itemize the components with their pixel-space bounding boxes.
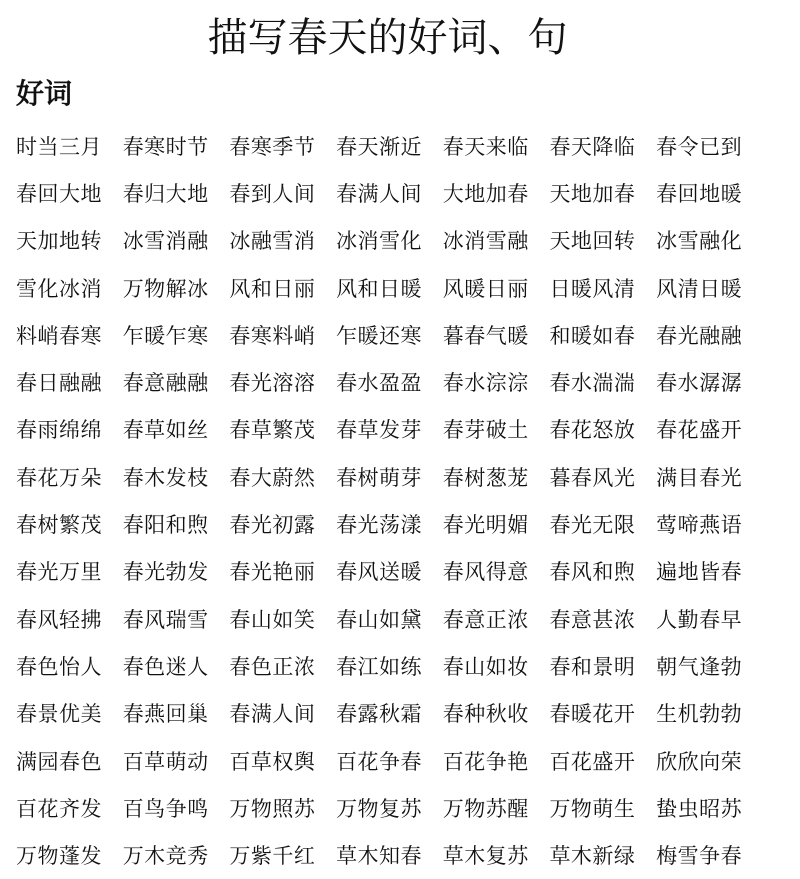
word-cell: 大地加春 bbox=[442, 181, 529, 206]
word-cell: 春芽破土 bbox=[442, 418, 529, 443]
word-cell: 天地加春 bbox=[549, 181, 636, 206]
word-cell: 蛰虫昭苏 bbox=[656, 796, 743, 821]
word-cell: 百草萌动 bbox=[122, 749, 209, 774]
word-cell: 料峭春寒 bbox=[16, 323, 102, 348]
word-cell: 万紫千红 bbox=[229, 844, 316, 869]
word-cell: 遍地皆春 bbox=[656, 560, 743, 585]
word-cell: 春令已到 bbox=[656, 134, 743, 159]
word-cell: 春光艳丽 bbox=[229, 560, 316, 585]
word-row bbox=[16, 264, 786, 311]
word-cell: 春花怒放 bbox=[549, 418, 636, 443]
word-cell: 春阳和煦 bbox=[122, 513, 209, 538]
word-cell: 生机勃勃 bbox=[656, 702, 743, 727]
word-cell: 万物蓬发 bbox=[16, 844, 102, 869]
word-cell: 春光溶溶 bbox=[229, 371, 316, 396]
word-cell: 春山如笑 bbox=[229, 607, 316, 632]
word-cell: 天地回转 bbox=[549, 229, 636, 254]
word-cell: 春风轻拂 bbox=[16, 607, 102, 632]
word-cell: 春天来临 bbox=[442, 134, 529, 159]
word-row bbox=[16, 642, 786, 689]
word-cell: 春种秋收 bbox=[442, 702, 529, 727]
word-cell: 百花争艳 bbox=[442, 749, 529, 774]
word-cell: 春回地暖 bbox=[656, 181, 743, 206]
word-cell: 春江如练 bbox=[336, 654, 423, 679]
word-cell: 风暖日丽 bbox=[442, 276, 529, 301]
word-cell: 春景优美 bbox=[16, 702, 102, 727]
word-cell: 梅雪争春 bbox=[656, 844, 743, 869]
word-cell: 冰雪融化 bbox=[656, 229, 743, 254]
word-cell: 冰融雪消 bbox=[229, 229, 316, 254]
word-cell: 冰消雪融 bbox=[442, 229, 529, 254]
word-row bbox=[16, 122, 786, 169]
word-cell: 春意甚浓 bbox=[549, 607, 636, 632]
word-cell: 春山如妆 bbox=[442, 654, 529, 679]
word-cell: 万物照苏 bbox=[229, 796, 316, 821]
word-cell: 春和景明 bbox=[549, 654, 636, 679]
word-cell: 春寒季节 bbox=[229, 134, 316, 159]
word-cell: 春大蔚然 bbox=[229, 465, 316, 490]
word-cell: 雪化冰消 bbox=[16, 276, 102, 301]
word-row bbox=[16, 548, 786, 595]
word-cell: 春树葱茏 bbox=[442, 465, 529, 490]
word-cell: 春风和煦 bbox=[549, 560, 636, 585]
word-cell: 春日融融 bbox=[16, 371, 102, 396]
word-cell: 春风瑞雪 bbox=[122, 607, 209, 632]
word-cell: 春回大地 bbox=[16, 181, 102, 206]
word-row bbox=[16, 311, 786, 358]
word-row bbox=[16, 500, 786, 547]
word-cell: 春意融融 bbox=[122, 371, 209, 396]
word-cell: 风和日丽 bbox=[229, 276, 316, 301]
word-cell: 暮春风光 bbox=[549, 465, 636, 490]
word-cell: 天加地转 bbox=[16, 229, 102, 254]
word-cell: 百鸟争鸣 bbox=[122, 796, 209, 821]
word-cell: 春归大地 bbox=[122, 181, 209, 206]
word-cell: 冰消雪化 bbox=[336, 229, 423, 254]
word-cell: 春光万里 bbox=[16, 560, 102, 585]
word-row bbox=[16, 784, 786, 831]
word-cell: 满园春色 bbox=[16, 749, 102, 774]
word-cell: 草木新绿 bbox=[549, 844, 636, 869]
word-cell: 春光明媚 bbox=[442, 513, 529, 538]
word-cell: 冰雪消融 bbox=[122, 229, 209, 254]
word-row bbox=[16, 690, 786, 737]
word-cell: 春寒料峭 bbox=[229, 323, 316, 348]
word-row bbox=[16, 595, 786, 642]
word-cell: 暮春气暖 bbox=[442, 323, 529, 348]
section-heading-good-words: 好词 bbox=[16, 77, 73, 110]
word-cell: 春草如丝 bbox=[122, 418, 209, 443]
word-cell: 春水潺潺 bbox=[656, 371, 743, 396]
word-cell: 春草发芽 bbox=[336, 418, 423, 443]
word-cell: 春燕回巢 bbox=[122, 702, 209, 727]
word-cell: 春光初露 bbox=[229, 513, 316, 538]
word-cell: 春山如黛 bbox=[336, 607, 423, 632]
word-grid bbox=[16, 122, 786, 879]
word-cell: 春木发枝 bbox=[122, 465, 209, 490]
word-cell: 春天降临 bbox=[549, 134, 636, 159]
word-cell: 乍暖乍寒 bbox=[122, 323, 209, 348]
word-cell: 春满人间 bbox=[229, 702, 316, 727]
word-cell: 欣欣向荣 bbox=[656, 749, 743, 774]
word-cell: 春光融融 bbox=[656, 323, 743, 348]
word-cell: 春露秋霜 bbox=[336, 702, 423, 727]
word-cell: 风清日暖 bbox=[656, 276, 743, 301]
word-cell: 万物萌生 bbox=[549, 796, 636, 821]
word-cell: 满目春光 bbox=[656, 465, 743, 490]
word-cell: 百草权舆 bbox=[229, 749, 316, 774]
word-cell: 日暖风清 bbox=[549, 276, 636, 301]
word-cell: 春水淙淙 bbox=[442, 371, 529, 396]
word-cell: 万木竞秀 bbox=[122, 844, 209, 869]
word-cell: 春色迷人 bbox=[122, 654, 209, 679]
word-cell: 春花盛开 bbox=[656, 418, 743, 443]
word-cell: 百花齐发 bbox=[16, 796, 102, 821]
word-cell: 春水盈盈 bbox=[336, 371, 423, 396]
word-cell: 春草繁茂 bbox=[229, 418, 316, 443]
word-cell: 春意正浓 bbox=[442, 607, 529, 632]
word-cell: 乍暖还寒 bbox=[336, 323, 423, 348]
word-cell: 草木知春 bbox=[336, 844, 423, 869]
word-cell: 春光无限 bbox=[549, 513, 636, 538]
word-row bbox=[16, 217, 786, 264]
word-row bbox=[16, 358, 786, 405]
word-row bbox=[16, 737, 786, 784]
word-cell: 春天渐近 bbox=[336, 134, 423, 159]
word-cell: 万物解冰 bbox=[122, 276, 209, 301]
word-cell: 春寒时节 bbox=[122, 134, 209, 159]
word-row bbox=[16, 831, 786, 878]
word-cell: 春水湍湍 bbox=[549, 371, 636, 396]
word-cell: 莺啼燕语 bbox=[656, 513, 743, 538]
word-cell: 和暖如春 bbox=[549, 323, 636, 348]
word-cell: 春雨绵绵 bbox=[16, 418, 102, 443]
word-cell: 春暖花开 bbox=[549, 702, 636, 727]
word-row bbox=[16, 453, 786, 500]
word-cell: 风和日暖 bbox=[336, 276, 423, 301]
page-title: 描写春天的好词、句 bbox=[207, 15, 568, 61]
word-cell: 朝气逢勃 bbox=[656, 654, 743, 679]
word-cell: 春光荡漾 bbox=[336, 513, 423, 538]
word-cell: 春花万朵 bbox=[16, 465, 102, 490]
word-cell: 春风送暖 bbox=[336, 560, 423, 585]
word-cell: 春满人间 bbox=[336, 181, 423, 206]
word-cell: 春树繁茂 bbox=[16, 513, 102, 538]
word-cell: 人勤春早 bbox=[656, 607, 743, 632]
word-cell: 春到人间 bbox=[229, 181, 316, 206]
word-cell: 百花争春 bbox=[336, 749, 423, 774]
word-cell: 春色怡人 bbox=[16, 654, 102, 679]
word-cell: 时当三月 bbox=[16, 134, 102, 159]
word-cell: 春色正浓 bbox=[229, 654, 316, 679]
word-cell: 百花盛开 bbox=[549, 749, 636, 774]
word-cell: 万物苏醒 bbox=[442, 796, 529, 821]
word-cell: 春光勃发 bbox=[122, 560, 209, 585]
word-row bbox=[16, 169, 786, 216]
word-row bbox=[16, 406, 786, 453]
word-cell: 万物复苏 bbox=[336, 796, 423, 821]
word-cell: 春风得意 bbox=[442, 560, 529, 585]
word-cell: 草木复苏 bbox=[442, 844, 529, 869]
word-cell: 春树萌芽 bbox=[336, 465, 423, 490]
